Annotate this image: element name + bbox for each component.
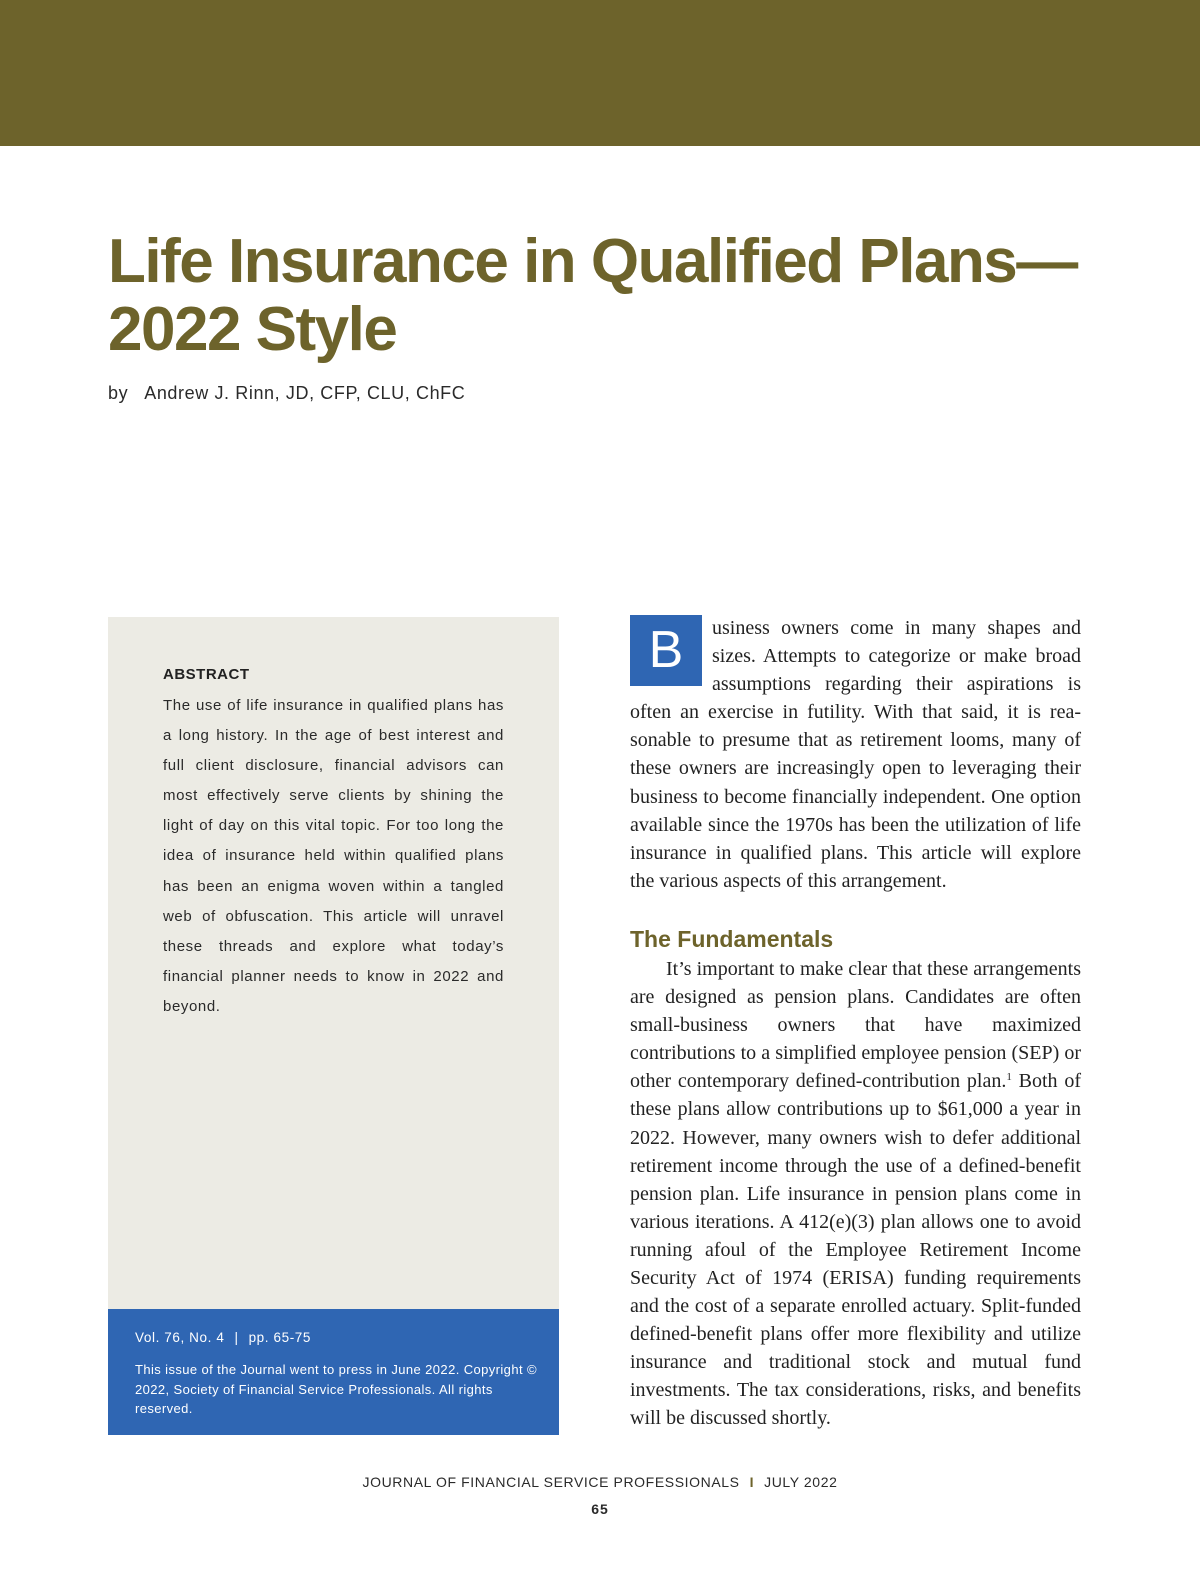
paragraph-text-part-2: Both of these plans allow contributions up to $61,000 a year in 2022. However, many owners wish to defer additional retirement income through the use of a defined-benefit pension plan. Life insurance in pension plans come in various iterations. A 412(e)(3) plan allows one to avoid running afoul of the Employee Retirement Income Security Act of 1974 (ERISA) funding requirements and the cost of a separate enrolled actuary. Split-funded defined-benefit plans offer more flexibility and utilize insurance and traditional stock and mutual fund investments. The tax considerations, risks, and benefits will be discussed shortly. bbox=[630, 1070, 1081, 1430]
title-line-1: Life Insurance in Qualified Plans— bbox=[108, 227, 1077, 296]
journal-name: JOURNAL OF FINANCIAL SERVICE PROFESSIONALS bbox=[362, 1474, 740, 1490]
page-footer bbox=[0, 1474, 1200, 1490]
page-number: 65 bbox=[591, 1501, 609, 1517]
paragraph-text-part-1: It’s important to make clear that these arrangements are designed as pension plans. Candidates are often small-business owners that have maximized contributions to a simplified employee pension (SEP) or other contemporary defined-contribution plan. bbox=[630, 957, 1081, 1093]
author-name: Andrew J. Rinn, JD, CFP, CLU, ChFC bbox=[144, 383, 466, 403]
footnote-ref[interactable]: 1 bbox=[1006, 1071, 1012, 1084]
abstract-panel bbox=[108, 617, 559, 1309]
fundamentals-paragraph bbox=[630, 955, 1081, 1433]
volume-line bbox=[135, 1330, 311, 1345]
byline-prefix: by bbox=[108, 383, 129, 403]
press-note: This issue of the Journal went to press in June 2022. Copyright © 2022, Society of Financial Service Professionals. All rights reserved. bbox=[135, 1362, 537, 1416]
byline bbox=[108, 383, 465, 404]
intro-paragraph bbox=[630, 614, 1081, 895]
page-range: pp. 65-75 bbox=[248, 1330, 312, 1345]
footer-separator: I bbox=[749, 1474, 755, 1490]
abstract-heading: ABSTRACT bbox=[163, 666, 250, 683]
intro-text: usiness owners come in many shapes and sizes. Attempts to categorize or make broad assumptions regarding their aspirations is often an exercise in futility. With that said, it is reasonable to presume that as retirement looms, many of these owners are increasingly open to leveraging their business to become financially independent. One option available since the 1970s has been the utilization of life insurance in qualified plans. This article will explore the various aspects of this arrangement. bbox=[630, 617, 1081, 892]
publication-info-box bbox=[108, 1309, 559, 1435]
article-title bbox=[108, 228, 1108, 364]
header-color-band bbox=[0, 0, 1200, 146]
title-line-2: 2022 Style bbox=[108, 295, 397, 364]
volume-number: Vol. 76, No. 4 bbox=[135, 1330, 225, 1345]
issue-date: JULY 2022 bbox=[764, 1474, 838, 1490]
article-body bbox=[630, 614, 1081, 1433]
drop-cap: B bbox=[630, 615, 702, 686]
volume-separator: | bbox=[234, 1330, 239, 1345]
section-heading: The Fundamentals bbox=[630, 925, 834, 952]
abstract-text: The use of life insurance in qualified plans has a long history. In the age of best interest and full client disclosure, financial advisors can most effectively serve clients by shining the light of day on this vital topic. For too long the idea of insurance held within qualified plans has been an enigma woven within a tangled web of obfuscation. This article will unravel these threads and explore what today’s financial planner needs to know in 2022 and beyond. bbox=[163, 697, 504, 1015]
